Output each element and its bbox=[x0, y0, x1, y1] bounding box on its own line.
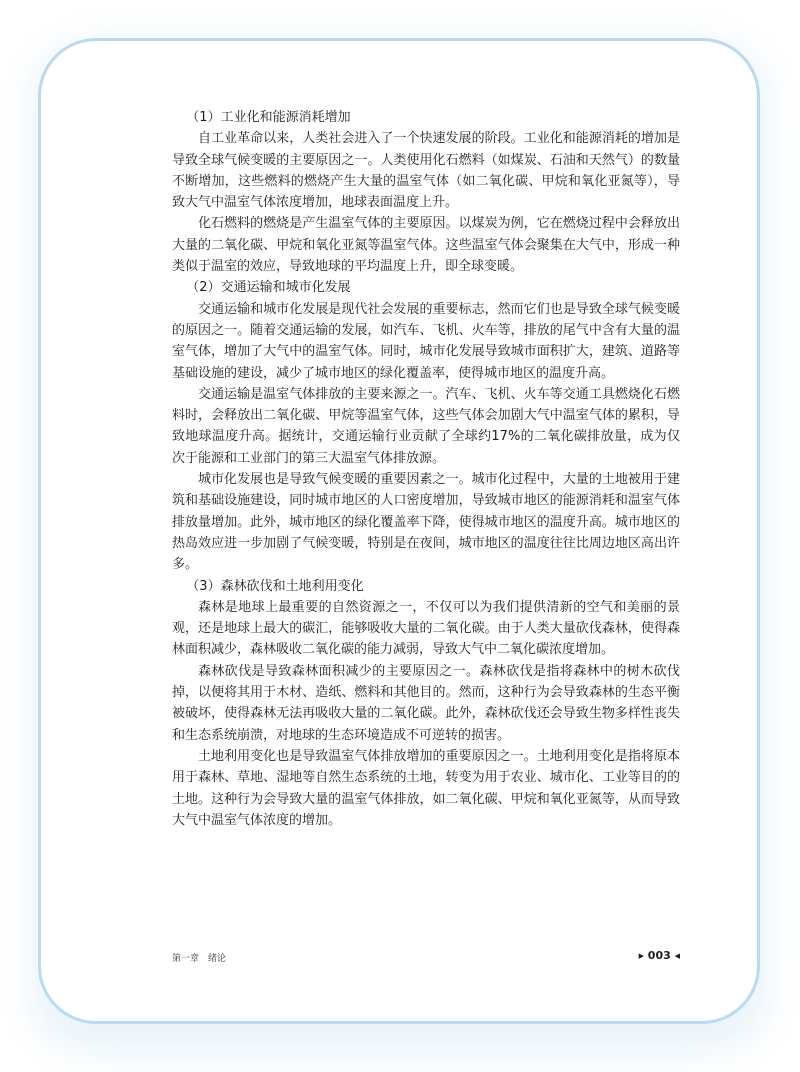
paragraph: 交通运输和城市化发展是现代社会发展的重要标志，然而它们也是导致全球气候变暖的原因之一。随着交通运输的发展，如汽车、飞机、火车等，排放的尾气中含有大量的温室气体，增加了大气中的温室气体。同时，城市化发展导致城市面积扩大，建筑、道路等基础设施的建设，减少了城市地区的绿化覆盖率，使得城市地区的温度升高。 bbox=[172, 301, 680, 381]
page-number-block bbox=[600, 949, 680, 962]
page-body bbox=[172, 107, 680, 831]
section-heading-1: （1）工业化和能源消耗增加 bbox=[186, 110, 351, 125]
page-number: 003 bbox=[647, 949, 671, 962]
paragraph: 交通运输是温室气体排放的主要来源之一。汽车、飞机、火车等交通工具燃烧化石燃料时，会释放出二氧化碳、甲烷等温室气体，这些气体会加剧大气中温室气体的累积，导致地球温度升高。据统计，交通运输行业贡献了全球约17%的二氧化碳排放量，成为仅次于能源和工业部门的第三大温室气体排放源。 bbox=[172, 386, 680, 466]
section-heading-3: （3）森林砍伐和土地利用变化 bbox=[186, 578, 364, 594]
triangle-left-icon: ◀ bbox=[674, 952, 680, 960]
paragraph: 森林是地球上最重要的自然资源之一，不仅可以为我们提供清新的空气和美丽的景观，还是地球上最大的碳汇，能够吸收大量的二氧化碳。由于人类大量砍伐森林，使得森林面积减少，森林吸收二氧化碳的能力减弱，导致大气中二氧化碳浓度增加。 bbox=[172, 599, 680, 658]
triangle-right-icon: ▶ bbox=[638, 952, 644, 960]
chapter-label: 第一章 绪论 bbox=[172, 954, 227, 964]
paragraph: 城市化发展也是导致气候变暖的重要因素之一。城市化过程中，大量的土地被用于建筑和基础设施建设，同时城市地区的人口密度增加，导致城市地区的能源消耗和温室气体排放量增加。此外，城市地区的绿化覆盖率下降，使得城市地区的温度升高。城市地区的热岛效应进一步加剧了气候变暖，特别是在夜间，城市地区的温度往往比周边地区高出许多。 bbox=[172, 472, 680, 573]
paragraph: 自工业革命以来，人类社会进入了一个快速发展的阶段。工业化和能源消耗的增加是导致全球气候变暖的主要原因之一。人类使用化石燃料（如煤炭、石油和天然气）的数量不断增加，这些燃料的燃烧产生大量的温室气体（如二氧化碳、甲烷和氧化亚氮等），导致大气中温室气体浓度增加，地球表面温度上升。 bbox=[172, 131, 680, 211]
section-heading-2: （2）交通运输和城市化发展 bbox=[186, 280, 351, 296]
paragraph: 化石燃料的燃烧是产生温室气体的主要原因。以煤炭为例，它在燃烧过程中会释放出大量的二氧化碳、甲烷和氧化亚氮等温室气体。这些温室气体会聚集在大气中，形成一种类似于温室的效应，导致地球的平均温度上升，即全球变暖。 bbox=[172, 216, 680, 275]
paragraph: 土地利用变化也是导致温室气体排放增加的重要原因之一。土地利用变化是指将原本用于森林、草地、湿地等自然生态系统的土地，转变为用于农业、城市化、工业等目的的土地。这种行为会导致大量的温室气体排放，如二氧化碳、甲烷和氧化亚氮等，从而导致大气中温室气体浓度的增加。 bbox=[172, 748, 680, 828]
paragraph: 森林砍伐是导致森林面积减少的主要原因之一。森林砍伐是指将森林中的树木砍伐掉，以便将其用于木材、造纸、燃料和其他目的。然而，这种行为会导致森林的生态平衡被破坏，使得森林无法再吸收大量的二氧化碳。此外，森林砍伐还会导致生物多样性丧失和生态系统崩溃，对地球的生态环境造成不可逆转的损害。 bbox=[172, 663, 680, 743]
